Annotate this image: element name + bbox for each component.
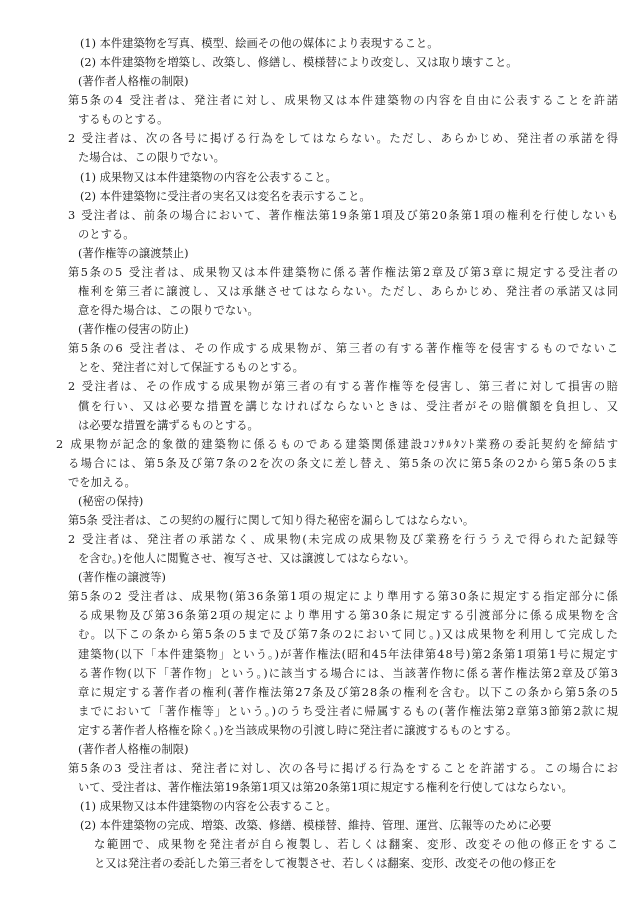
text-line: 3 受注者は、前条の場合において、著作権法第19条第1項及び第20条第1項の権利を行使しないも xyxy=(68,208,620,222)
text-line: 定する著作者人格権を除く。)を当該成果物の引渡し時に発注者に譲渡するものとする。 xyxy=(78,723,518,737)
text-line: 第5条の2 受注者は、成果物(第36条第1項の規定により準用する第30条に規定する指定部分に係 xyxy=(68,590,620,604)
text-line: る著作物(以下「著作物」という。)に該当する場合には、当該著作物に係る著作権法第2章及び第3 xyxy=(78,666,620,680)
text-line: のとする。 xyxy=(78,227,135,241)
text-line: 2 受注者は、次の各号に掲げる行為をしてはならない。ただし、あらかじめ、発注者の承諾を得 xyxy=(68,132,620,146)
text-line: 意を得た場合は、この限りでない。 xyxy=(78,304,259,318)
section-caption: (著作権等の譲渡禁止) xyxy=(78,246,189,260)
text-line: (1) 本件建築物を写真、模型、絵画その他の媒体により表現すること。 xyxy=(80,37,439,50)
text-line: 2 成果物が記念的象徴的建築物に係るものである建築関係建設ｺﾝｻﾙﾀﾝﾄ業務の委託契約を締結す xyxy=(56,437,620,451)
text-line: 章に規定する著作者の権利(著作権法第27条及び第28条の権利を含む。以下この条から第5条の5 xyxy=(78,685,620,699)
text-line: 第5条の5 受注者は、成果物又は本件建築物に係る著作権法第2章及び第3章に規定する受注者の xyxy=(68,265,620,279)
text-line: は必要な措置を講ずるものとする。 xyxy=(78,418,259,432)
text-line: までにおいて「著作権等」という。)のうち受注者に帰属するもの(著作権法第2章第3節第2款に規 xyxy=(78,704,620,718)
section-caption: (著作権の譲渡等) xyxy=(78,571,166,585)
text-line: (2) 本件建築物の完成、増築、改築、修繕、模様替、維持、管理、運営、広報等のために必要 xyxy=(80,819,552,833)
text-line: (1) 成果物又は本件建築物の内容を公表すること。 xyxy=(80,800,337,814)
text-line: た場合は、この限りでない。 xyxy=(78,151,225,165)
text-line: するものとする。 xyxy=(78,113,169,127)
text-line: 建築物(以下「本件建築物」という。)が著作権法(昭和45年法律第48号)第2条第1項第1号に規定す xyxy=(78,647,620,661)
text-line: 第5条の4 受注者は、発注者に対し、成果物又は本件建築物の内容を自由に公表することを許諾 xyxy=(68,94,620,108)
text-line: 第5条の3 受注者は、発注者に対し、次の各号に掲げる行為をすることを許諾する。この場合にお xyxy=(68,762,620,776)
section-caption: (著作者人格権の制限) xyxy=(78,742,189,756)
section-caption: (著作権の侵害の防止) xyxy=(78,323,189,337)
text-line: る場合には、第5条及び第7条の2を次の条文に差し替え、第5条の次に第5条の2から第5条の5ま xyxy=(68,456,620,470)
text-line: む。以下この条から第5条の5まで及び第7条の2において同じ。)又は成果物を利用して完成した xyxy=(78,628,620,642)
text-line: (2) 本件建築物を増築し、改築し、修繕し、模様替により改変し、又は取り壊すこと。 xyxy=(80,56,518,70)
text-line: でを加える。 xyxy=(68,475,136,489)
text-line: 第5条の6 受注者は、その作成する成果物が、第三者の有する著作権等を侵害するものでないこ xyxy=(68,342,620,356)
section-caption: (秘密の保持) xyxy=(78,494,144,508)
text-line: いて、受注者は、著作権法第19条第1項又は第20条第1項に規定する権利を行使してはならない。 xyxy=(78,781,573,795)
text-line: 償を行い、又は必要な措置を講じなければならないときは、受注者がその賠償額を負担し、又 xyxy=(78,399,620,413)
text-line: る成果物及び第36条第2項の規定により準用する第30条に規定する引渡部分に係る成果物を含 xyxy=(78,609,620,623)
text-line: (2) 本件建築物に受注者の実名又は変名を表示すること。 xyxy=(80,189,371,203)
text-line: 2 受注者は、発注者の承諾なく、成果物(未完成の成果物及び業務を行ううえで得られた記録等 xyxy=(68,533,620,547)
text-line: (1) 成果物又は本件建築物の内容を公表すること。 xyxy=(80,170,337,184)
section-caption: (著作者人格権の制限) xyxy=(78,75,189,89)
text-line: を含む。)を他人に閲覧させ、複写させ、又は譲渡してはならない。 xyxy=(78,552,415,566)
text-line: 2 受注者は、その作成する成果物が第三者の有する著作権等を侵害し、第三者に対して損害の賠 xyxy=(68,380,620,394)
text-line: 第5条 受注者は、この契約の履行に関して知り得た秘密を漏らしてはならない。 xyxy=(68,514,475,527)
text-line: な範囲で、成果物を発注者が自ら複製し、若しくは翻案、変形、改変その他の修正をするこ xyxy=(94,838,620,852)
text-line: 権利を第三者に譲渡し、又は承継させてはならない。ただし、あらかじめ、発注者の承諾又は同 xyxy=(78,285,620,299)
text-line: とを、発注者に対して保証するものとする。 xyxy=(78,361,304,375)
text-line: と又は発注者の委託した第三者をして複製させ、若しくは翻案、変形、改変その他の修正を xyxy=(94,857,557,871)
